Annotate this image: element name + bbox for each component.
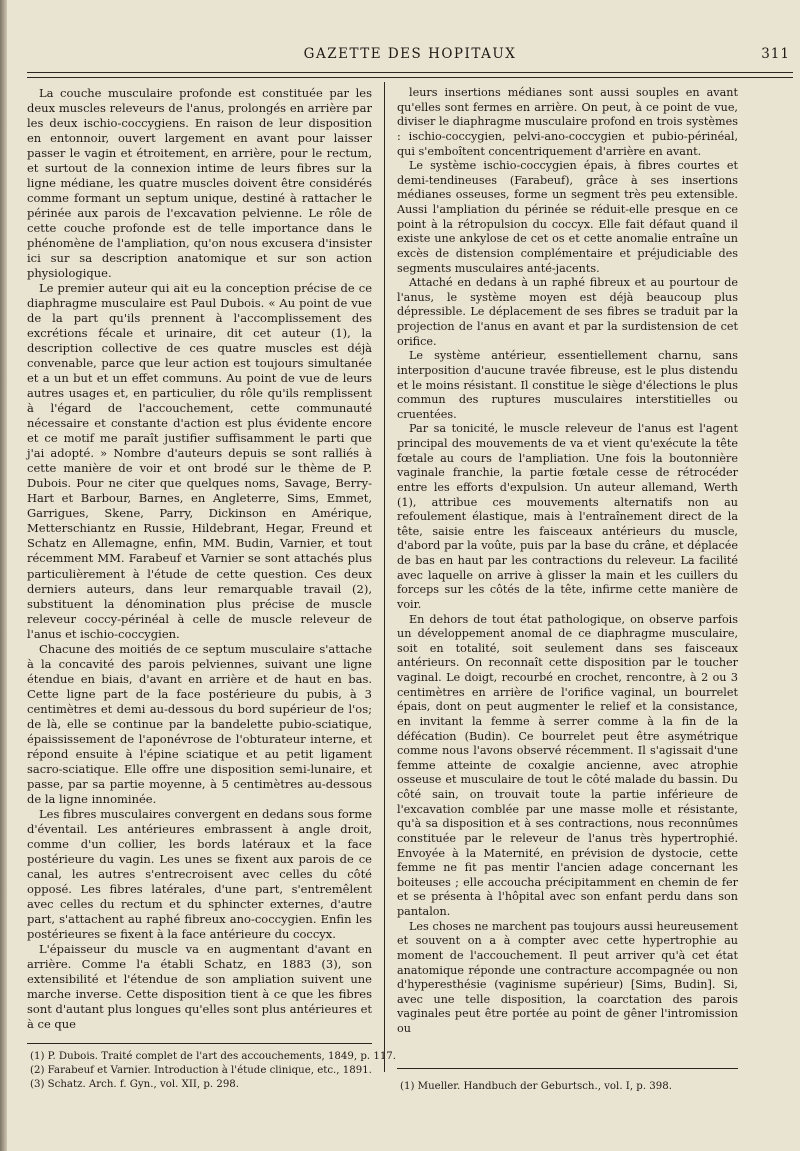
paragraph: Par sa tonicité, le muscle releveur de l'anus est l'agent principal des mouvements de va et vient qu'exécute la tête fœtale au cours de l'ampliation. Une fois la boutonnière vaginale franchie, la partie fœtale cesse de rétrocéder entre les efforts d'expulsion. Un auteur allemand, Werth (1), attribue ces mouvements alternatifs non au refoulement élastique, mais à l'entraînement direct de la tête, saisie entre les faisceaux antérieurs du muscle, d'abord par la voûte, puis par la base du crâne, et déplacée de bas en haut par les contractions du releveur. La facilité avec laquelle on arrive à glisser la main et les cuillers du forceps sur les côtés de la tête, infirme cette manière de voir. — [397, 422, 738, 611]
paragraph: La couche musculaire profonde est constituée par les deux muscles releveurs de l'anus, prolongés en arrière par les deux ischio-coccygiens. En raison de leur disposition en entonnoir, ouvert largement en avant pour laisser passer le vagin et étroitement, en arrière, pour le rectum, et surtout de la connexion intime de leurs fibres sur la ligne médiane, les quatre muscles doivent être considérés comme formant un septum unique, destiné à rattacher le périnée aux parois de l'excavation pelvienne. Le rôle de cette couche profonde est de telle importance dans le phénomène de l'ampliation, qu'on nous excusera d'insister ici sur sa description anatomique et sur son action physiologique. — [27, 86, 372, 281]
right-column — [397, 86, 738, 1037]
footnote: (1) Mueller. Handbuch der Geburtsch., vol. I, p. 398. — [400, 1081, 672, 1092]
paragraph: Les choses ne marchent pas toujours aussi heureusement et souvent on a à compter avec cette hypertrophie au moment de l'accouchement. Il peut arriver qu'à cet état anatomique réponde une contracture accompagnée ou non d'hyperesthésie (vaginisme supérieur) [Sims, Budin]. Si, avec une telle disposition, la coarctation des parois vaginales peut être portée au point de gêner l'intromission ou — [397, 919, 738, 1035]
header-rule-double — [27, 77, 793, 78]
footnotes-left — [30, 1050, 397, 1092]
footnote: (1) P. Dubois. Traité complet de l'art des accouchements, 1849, p. 117. — [30, 1051, 397, 1062]
paragraph: Le premier auteur qui ait eu la conception précise de ce diaphragme musculaire est Paul Dubois. « Au point de vue de la part qu'ils prennent à l'accomplissement des excrétions fécale et urinaire, dit cet auteur (1), la description collective de ces quatre muscles est déjà convenable, parce que leur action est toujours simultanée et a un but et un effet communs. Au point de vue de leurs autres usages et, en particulier, du rôle qu'ils remplissent à l'égard de l'accouchement, cette communauté nécessaire et constante d'action est plus évidente encore et ce motif me paraît justifier suffisamment le parti que j'ai adopté. » Nombre d'auteurs depuis se sont ralliés à cette manière de voir et ont brodé sur le thème de P. Dubois. Pour ne citer que quelques noms, Savage, Berry-Hart et Barbour, Barnes, en Angleterre, Sims, Emmet, Garrigues, Skene, Parry, Dickinson en Amérique, Metterschiantz en Russie, Hildebrant, Hegar, Freund et Schatz en Allemagne, enfin, MM. Budin, Varnier, et tout récemment MM. Farabeuf et Varnier se sont attachés plus particulièrement à l'étude de cette question. Ces deux derniers auteurs, dans leur remarquable travail (2), substituent la dénomination plus précise de muscle releveur coccy-périnéal à celle de muscle releveur de l'anus et ischio-coccygien. — [27, 281, 372, 641]
page-number: 311 — [761, 46, 790, 62]
paragraph: leurs insertions médianes sont aussi souples en avant qu'elles sont fermes en arrière. On peut, à ce point de vue, diviser le diaphragme musculaire profond en trois systèmes : ischio-coccygien, pelvi-ano-coccygien et pubio-périnéal, qui s'emboîtent concentriquement d'arrière en avant. — [397, 86, 738, 158]
left-column — [27, 86, 372, 1032]
page-binding-edge — [0, 0, 7, 1151]
paragraph: L'épaisseur du muscle va en augmentant d'avant en arrière. Comme l'a établi Schatz, en 1883 (3), son extensibilité et l'étendue de son ampliation suivent une marche inverse. Cette disposition tient à ce que les fibres sont d'autant plus longues qu'elles sont plus antérieures et à ce que — [27, 941, 372, 1031]
footnote: (2) Farabeuf et Varnier. Introduction à l'étude clinique, etc., 1891. — [30, 1065, 372, 1076]
footnote: (3) Schatz. Arch. f. Gyn., vol. XII, p. 298. — [30, 1079, 240, 1090]
running-title: GAZETTE DES HOPITAUX — [303, 46, 517, 62]
paragraph: Attaché en dedans à un raphé fibreux et au pourtour de l'anus, le système moyen est déjà beaucoup plus dépressible. Le déplacement de ses fibres se traduit par la projection de l'anus en avant et par la surdistension de cet orifice. — [397, 276, 738, 348]
paragraph: Le système antérieur, essentiellement charnu, sans interposition d'aucune travée fibreuse, est le plus distendu et le moins résistant. Il constitue le siège d'élections le plus commun des ruptures musculaires interstitielles ou cruentées. — [397, 349, 738, 421]
paragraph: Les fibres musculaires convergent en dedans sous forme d'éventail. Les antérieures embrassent à angle droit, comme d'un collier, les bords latéraux et la face postérieure du vagin. Les unes se fixent aux parois de ce canal, les autres s'entrecroisent avec celles du côté opposé. Les fibres latérales, d'une part, s'entremêlent avec celles du rectum et du sphincter externes, d'autre part, s'attachent au raphé fibreux ano-coccygien. Enfin les postérieures se fixent à la face antérieure du coccyx. — [27, 806, 372, 941]
paragraph: En dehors de tout état pathologique, on observe parfois un développement anomal de ce diaphragme musculaire, soit en totalité, soit seulement dans ses faisceaux antérieurs. On reconnaît cette disposition par le toucher vaginal. Le doigt, recourbé en crochet, rencontre, à 2 ou 3 centimètres en arrière de l'orifice vaginal, un bourrelet épais, dont on peut augmenter le relief et la consistance, en invitant la femme à serrer comme à la fin de la défécation (Budin). Ce bourrelet peut être asymétrique comme nous l'avons observé récemment. Il s'agissait d'une femme atteinte de coxalgie ancienne, avec atrophie osseuse et musculaire de tout le côté malade du bassin. Du côté sain, on trouvait toute la partie inférieure de l'excavation comblée par une masse molle et résistante, qu'à sa disposition et à ses contractions, nous reconnûmes constituée par le releveur de l'anus très hypertrophié. Envoyée à la Maternité, en prévision de dystocie, cette femme ne fit pas mentir l'ancien adage concernant les boiteuses ; elle accoucha précipitamment en chemin de fer et se présenta à l'hôpital avec son enfant perdu dans son pantalon. — [397, 612, 738, 918]
footnote-rule — [27, 1043, 372, 1044]
footnotes-right — [400, 1080, 741, 1094]
header-rule — [27, 72, 793, 73]
column-divider — [384, 82, 385, 1072]
page-header — [30, 46, 790, 68]
paragraph: Chacune des moitiés de ce septum musculaire s'attache à la concavité des parois pelviennes, suivant une ligne étendue en biais, d'avant en arrière et de haut en bas. Cette ligne part de la face postérieure du pubis, à 3 centimètres et demi au-dessous du bord supérieur de l'os; de là, elle se continue par la bandelette pubio-sciatique, épaississement de l'aponévrose de l'obturateur interne, et répond ensuite à l'épine sciatique et au petit ligament sacro-sciatique. Elle offre une disposition semi-lunaire, et passe, par sa partie moyenne, à 5 centimètres au-dessous de la ligne innominée. — [27, 641, 372, 806]
footnote-rule — [397, 1068, 738, 1069]
paragraph: Le système ischio-coccygien épais, à fibres courtes et demi-tendineuses (Farabeuf), grâce à ses insertions médianes osseuses, forme un segment très peu extensible. Aussi l'ampliation du périnée se réduit-elle presque en ce point à la rétropulsion du coccyx. Elle fait défaut quand il existe une ankylose de cet os et cette anomalie entraîne un excès de distension complémentaire et préjudiciable des segments musculaires anté-jacents. — [397, 159, 738, 275]
